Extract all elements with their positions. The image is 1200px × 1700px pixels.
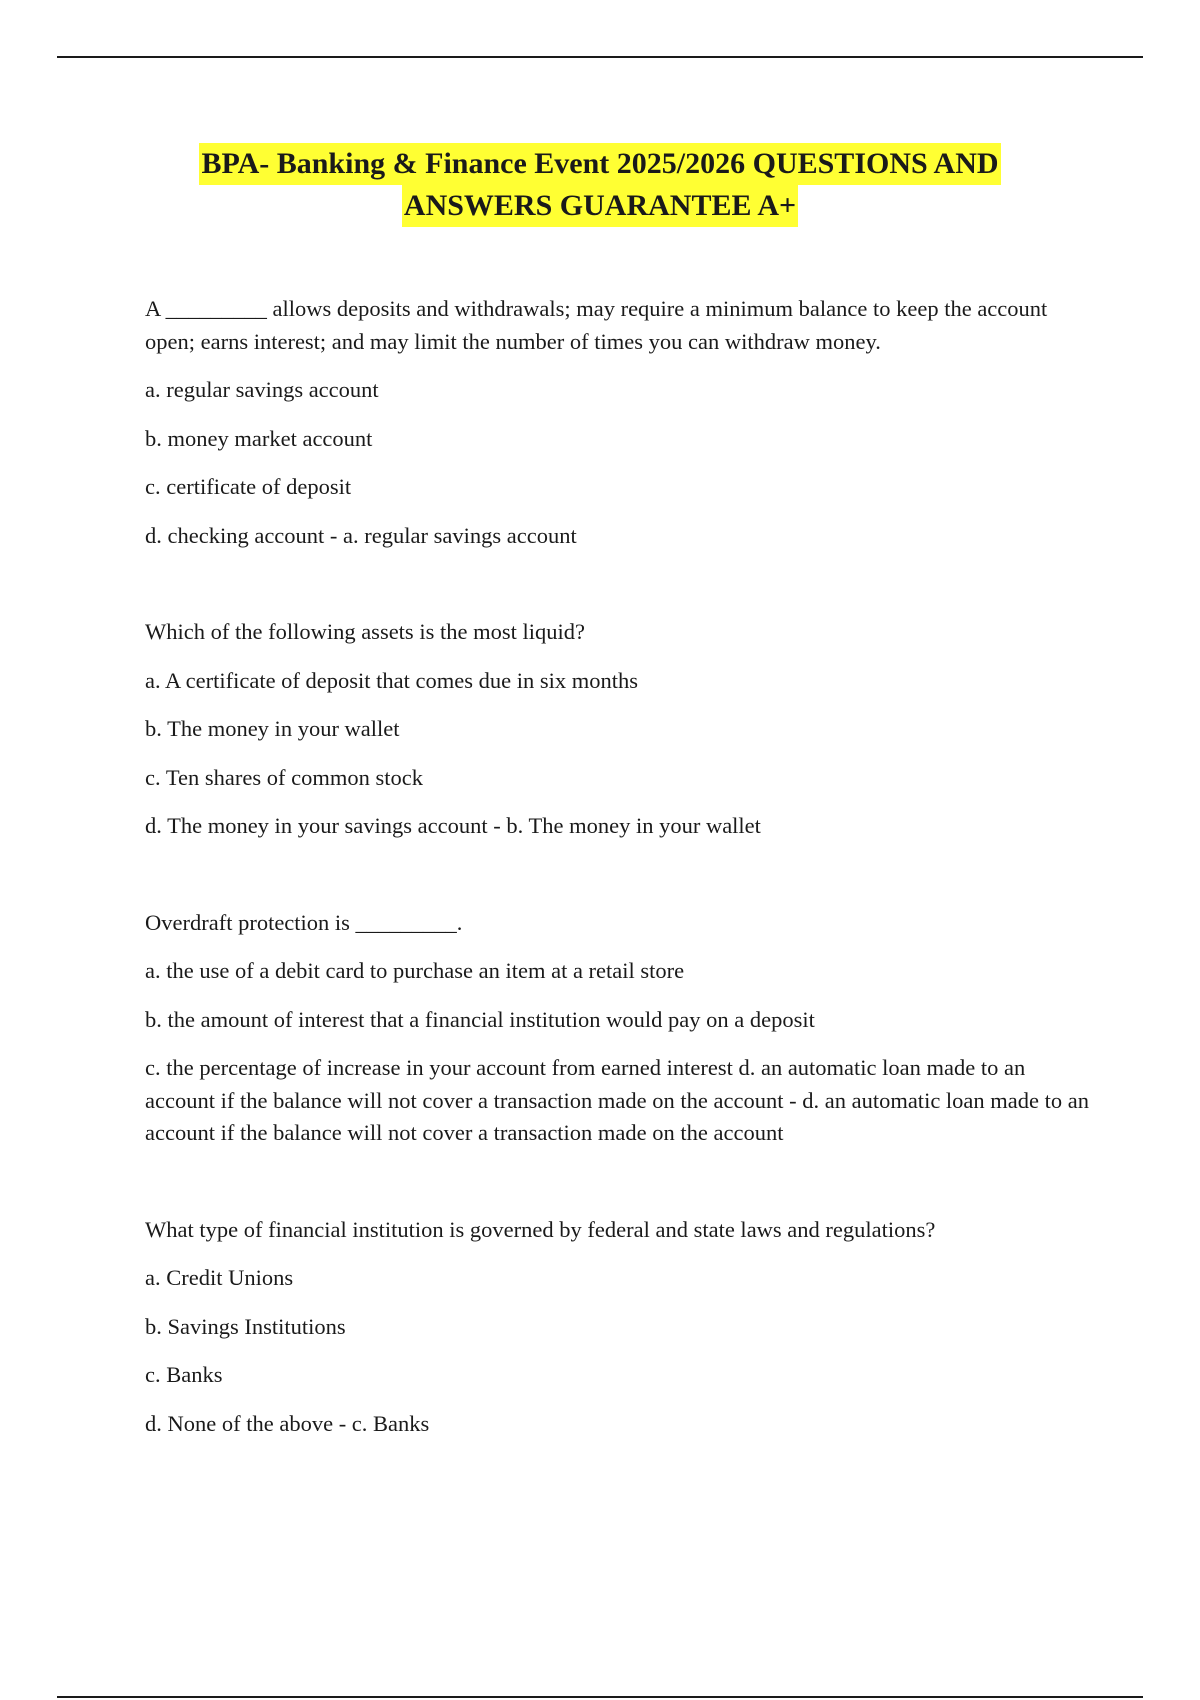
question-block-2 — [145, 616, 1090, 843]
answer-option: a. regular savings account — [145, 377, 379, 402]
answer-option: d. None of the above - c. Banks — [145, 1410, 430, 1436]
question-text: A _________ allows deposits and withdrawals; may require a minimum balance to keep the account open; earns interest; and may limit the number of times you can withdraw money. — [145, 296, 1048, 354]
answer-option: c. Ten shares of common stock — [145, 764, 423, 790]
question-block-1 — [145, 293, 1090, 552]
answer-option: b. the amount of interest that a financial institution would pay on a deposit — [145, 1006, 815, 1032]
question-text: Which of the following assets is the most liquid? — [145, 619, 585, 644]
answer-option: c. the percentage of increase in your account from earned interest d. an automatic loan made to an account if the balance will not cover a transaction made on the account - d. an automatic loan made to an account if the balance will not cover a transaction made on the account — [145, 1055, 1090, 1145]
document-title — [0, 143, 1200, 227]
answer-option: b. The money in your wallet — [145, 716, 400, 741]
answer-option: b. Savings Institutions — [145, 1313, 346, 1339]
title-line-2: ANSWERS GUARANTEE A+ — [402, 185, 798, 227]
header-rule — [57, 56, 1143, 58]
answer-option: c. Banks — [145, 1362, 223, 1387]
question-list — [145, 293, 1090, 1440]
answer-option: a. the use of a debit card to purchase an item at a retail store — [145, 958, 685, 983]
answer-option: a. A certificate of deposit that comes due in six months — [145, 667, 639, 693]
title-line-1: BPA- Banking & Finance Event 2025/2026 QUESTIONS AND — [199, 143, 1000, 185]
question-block-4 — [145, 1214, 1090, 1441]
footer-rule — [57, 1696, 1143, 1698]
question-text: What type of financial institution is governed by federal and state laws and regulations? — [145, 1216, 936, 1242]
question-text: Overdraft protection is _________. — [145, 909, 463, 935]
question-block-3 — [145, 907, 1090, 1150]
answer-option: a. Credit Unions — [145, 1265, 294, 1290]
answer-option: d. checking account - a. regular savings account — [145, 522, 577, 548]
answer-option: c. certificate of deposit — [145, 474, 352, 499]
answer-option: b. money market account — [145, 425, 373, 451]
answer-option: d. The money in your savings account - b. The money in your wallet — [145, 813, 761, 838]
